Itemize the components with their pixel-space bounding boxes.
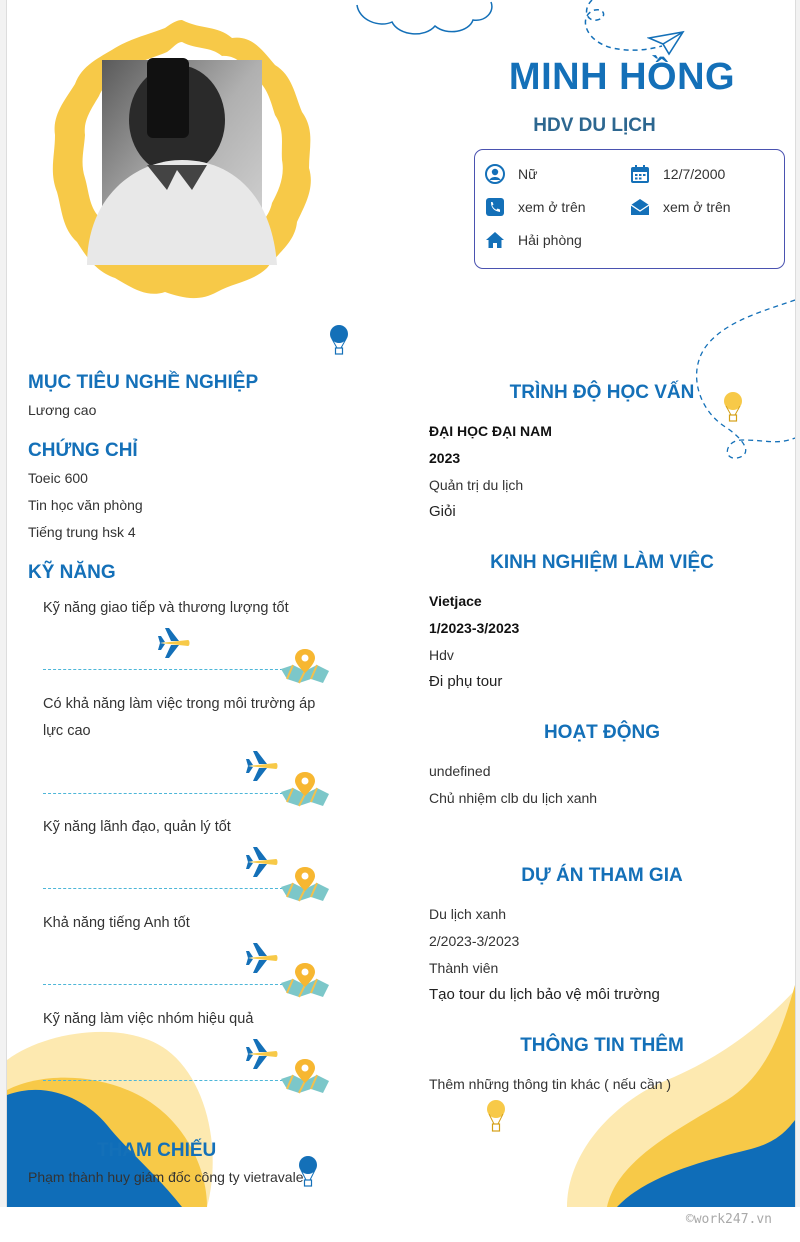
address-value: Hải phòng [518,232,582,248]
airplane-icon [245,749,279,783]
email-value: xem ở trên [663,199,731,215]
contact-info-box [474,149,785,269]
skill-item: Khả năng tiếng Anh tốt [43,915,190,931]
map-pin-icon [279,647,331,685]
birthday-value: 12/7/2000 [663,166,726,182]
phone-info [485,197,586,217]
education-grade: Giỏi [429,503,456,520]
projects-title: DỰ ÁN THAM GIA [521,865,683,886]
skill-progress-line [43,888,283,889]
reference-text: Phạm thành huy giám đốc công ty vietravale [28,1169,304,1185]
phone-value: xem ở trên [518,199,586,215]
candidate-name: MINH HỒNG [508,56,736,98]
certificate-item: Toeic 600 [28,470,88,486]
certificates-title: CHỨNG CHỈ [28,440,138,461]
phone-icon [485,197,505,217]
reference-title: THAM CHIẾU [97,1140,217,1161]
profile-photo [47,20,317,315]
project-period: 2/2023-3/2023 [429,933,520,949]
paper-plane-icon [647,30,685,56]
airplane-icon [245,941,279,975]
education-year: 2023 [429,450,461,466]
skill-item: Có khả năng làm việc trong môi trường áp lực cao [43,696,316,739]
cv-page [6,0,796,1207]
skill-progress-line [43,1080,283,1081]
activities-title: HOẠT ĐỘNG [543,722,661,743]
experience-company: Vietjace [429,593,482,609]
user-icon [485,164,505,184]
map-pin-icon [279,865,331,903]
skill-progress-line [43,793,283,794]
airplane-icon [157,626,191,660]
project-role: Thành viên [429,960,499,976]
experience-description: Đi phụ tour [429,673,503,690]
envelope-icon [630,197,650,217]
airplane-icon [245,845,279,879]
calendar-icon [630,164,650,184]
address-info [485,230,582,250]
project-description: Tạo tour du lịch bảo vệ môi trường [429,986,660,1003]
email-info [630,197,731,217]
experience-title: KINH NGHIỆM LÀM VIỆC [490,552,714,573]
job-title: HDV DU LỊCH [533,115,656,136]
map-pin-icon [279,770,331,808]
birthday-info [630,164,725,184]
skill-item: Kỹ năng làm việc nhóm hiệu quả [43,1011,254,1027]
project-name: Du lịch xanh [429,906,507,922]
extra-text: Thêm những thông tin khác ( nếu cần ) [429,1076,672,1092]
activities-org: undefined [429,763,491,779]
watermark: ©work247.vn [685,1212,772,1227]
skill-progress-line [43,669,283,670]
balloon-icon [486,1098,506,1134]
skill-item: Kỹ năng lãnh đạo, quản lý tốt [43,819,231,835]
activities-role: Chủ nhiệm clb du lịch xanh [429,790,598,806]
gender-info [485,164,537,184]
objective-title: MỤC TIÊU NGHỀ NGHIỆP [28,372,259,393]
map-pin-icon [279,961,331,999]
gender-value: Nữ [518,166,538,182]
footer-strip [0,1207,800,1242]
skill-item: Kỹ năng giao tiếp và thương lượng tốt [43,600,289,616]
education-title: TRÌNH ĐỘ HỌC VẤN [509,382,695,403]
certificate-item: Tin học văn phòng [28,497,143,513]
education-school: ĐẠI HỌC ĐẠI NAM [429,423,552,439]
airplane-icon [245,1037,279,1071]
experience-period: 1/2023-3/2023 [429,620,520,636]
extra-title: THÔNG TIN THÊM [520,1035,684,1056]
map-pin-icon [279,1057,331,1095]
balloon-icon [329,324,349,356]
home-icon [485,230,505,250]
education-major: Quản trị du lịch [429,477,524,493]
skills-title: KỸ NĂNG [28,562,116,583]
certificate-item: Tiếng trung hsk 4 [28,524,136,540]
skill-progress-line [43,984,283,985]
experience-position: Hdv [429,647,454,663]
objective-text: Lương cao [28,402,97,418]
